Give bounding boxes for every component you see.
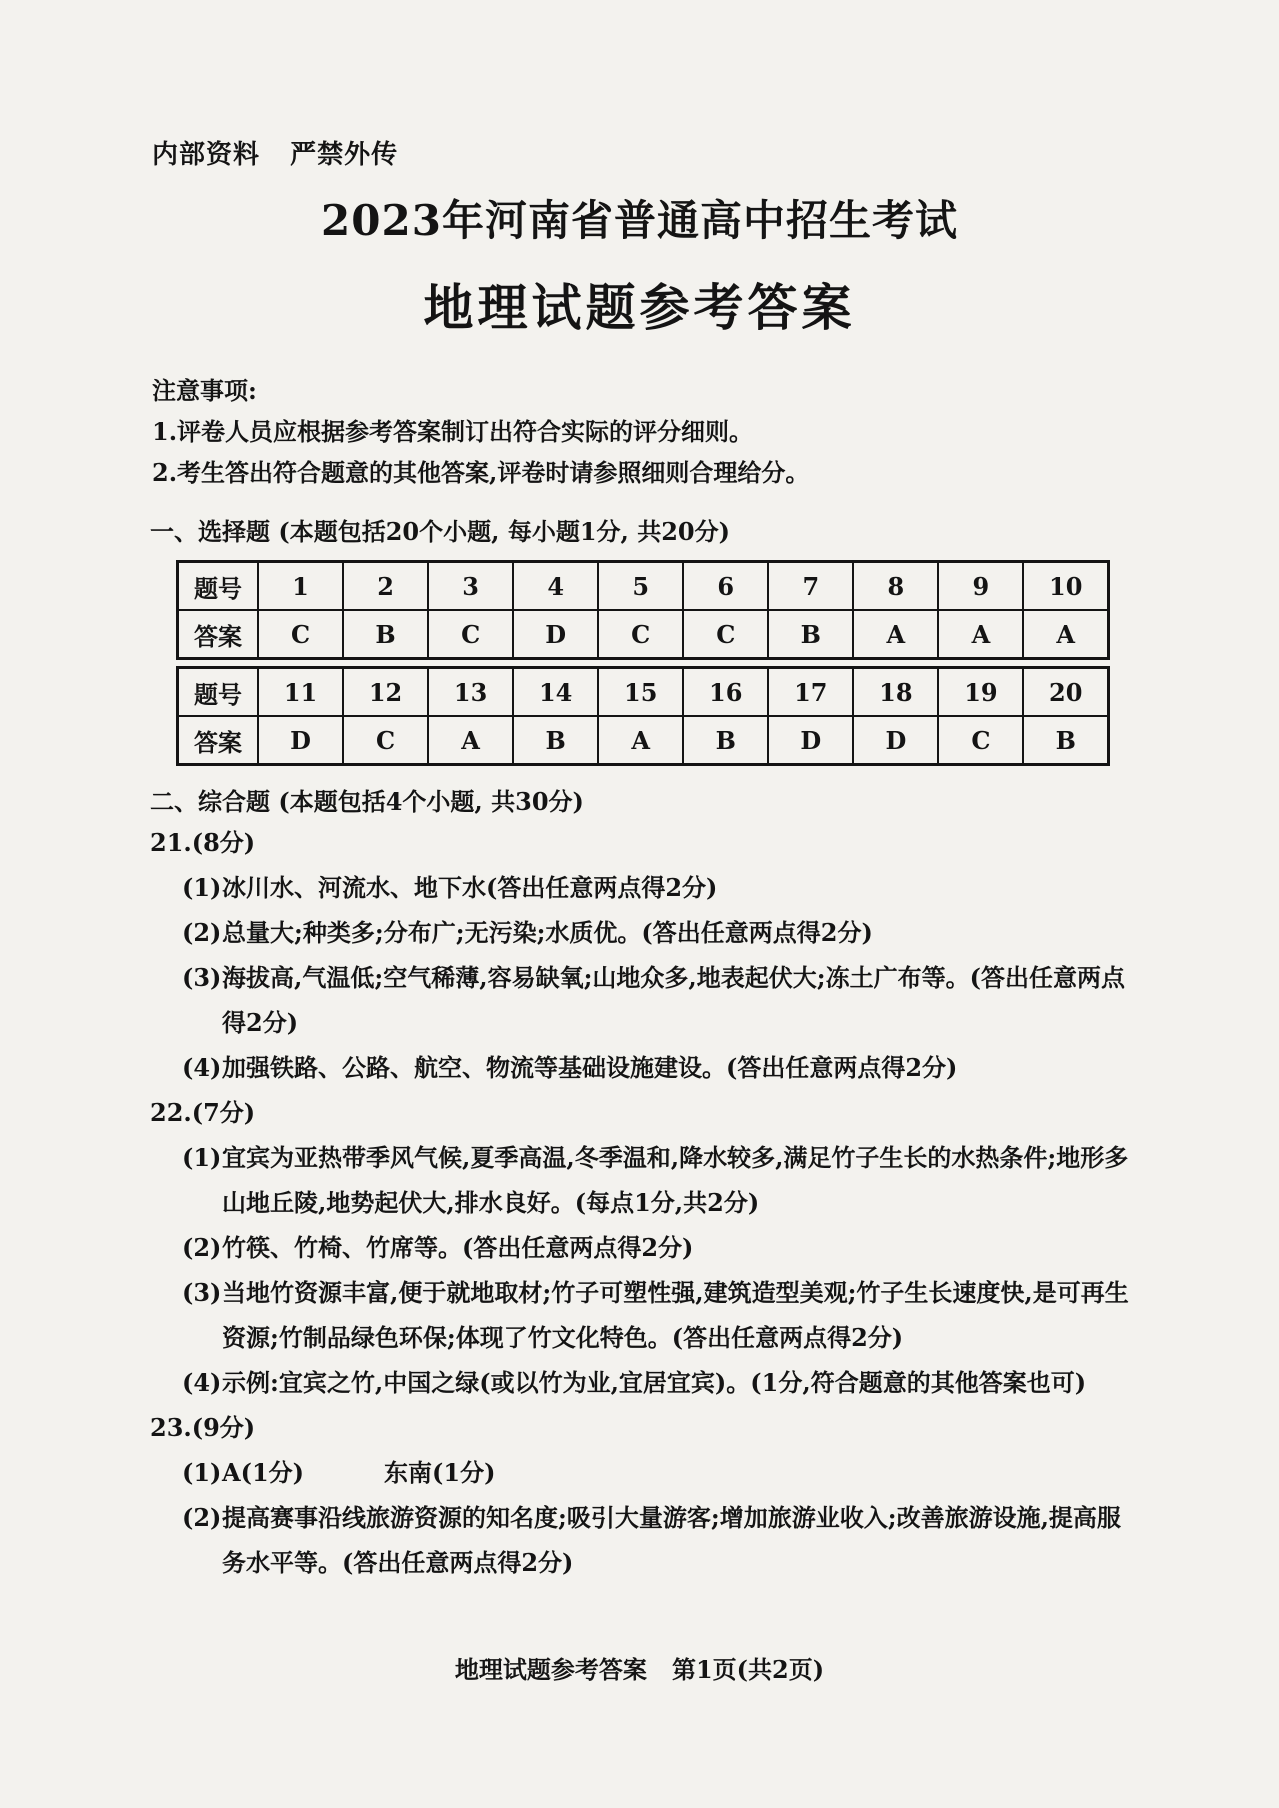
table-cell: C: [343, 716, 428, 765]
notes-block: [152, 370, 809, 493]
answer-number: (2): [182, 1233, 222, 1262]
table-cell: D: [513, 610, 598, 659]
answer-item: [150, 1450, 1140, 1495]
answer-text: 提高赛事沿线旅游资源的知名度;吸引大量游客;增加旅游业收入;改善旅游设施,提高服务水平等。(答出任意两点得2分): [222, 1503, 1121, 1577]
table-cell: B: [343, 610, 428, 659]
answer-number: (2): [182, 918, 222, 947]
table-cell: 9: [938, 562, 1023, 611]
row-label: 题号: [178, 668, 259, 717]
answer-text: 加强铁路、公路、航空、物流等基础设施建设。(答出任意两点得2分): [222, 1053, 958, 1082]
table-cell: C: [598, 610, 683, 659]
table-cell: 7: [768, 562, 853, 611]
page-footer: 地理试题参考答案 第1页(共2页): [454, 1655, 825, 1684]
answer-item: [150, 1495, 1140, 1585]
answer-text: A(1分): [222, 1458, 305, 1487]
table-cell: 13: [428, 668, 513, 717]
answer-number: (3): [182, 963, 222, 992]
table-cell: 6: [683, 562, 768, 611]
table-row-numbers: [178, 562, 1109, 611]
row-label: 题号: [178, 562, 259, 611]
answer-number: (4): [182, 1053, 222, 1082]
table-cell: B: [768, 610, 853, 659]
table-cell: B: [513, 716, 598, 765]
answer-text: 当地竹资源丰富,便于就地取材;竹子可塑性强,建筑造型美观;竹子生长速度快,是可再生资源;竹制品绿色环保;体现了竹文化特色。(答出任意两点得2分): [222, 1278, 1129, 1352]
table-cell: A: [598, 716, 683, 765]
table-cell: 20: [1023, 668, 1108, 717]
answer-table-1: [176, 560, 1110, 660]
answer-item: [150, 865, 1140, 910]
table-cell: C: [938, 716, 1023, 765]
section1-heading: 一、选择题 (本题包括20个小题, 每小题1分, 共20分): [150, 517, 730, 546]
table-cell: 3: [428, 562, 513, 611]
table-cell: 11: [258, 668, 343, 717]
answer-number: (4): [182, 1368, 222, 1397]
row-label: 答案: [178, 610, 259, 659]
answer-text: 海拔高,气温低;空气稀薄,容易缺氧;山地众多,地表起伏大;冻土广布等。(答出任意两点得2分): [222, 963, 1125, 1037]
table-cell: A: [853, 610, 938, 659]
table-cell: 18: [853, 668, 938, 717]
table-cell: D: [258, 716, 343, 765]
table-cell: C: [428, 610, 513, 659]
question-23-heading: 23.(9分): [150, 1413, 256, 1442]
table-cell: 16: [683, 668, 768, 717]
row-label: 答案: [178, 716, 259, 765]
table-cell: 4: [513, 562, 598, 611]
answer-text: 示例:宜宾之竹,中国之绿(或以竹为业,宜居宜宾)。(1分,符合题意的其他答案也可): [222, 1368, 1087, 1397]
answer-table-2: [176, 666, 1110, 766]
answer-item: [150, 910, 1140, 955]
exam-title: 2023年河南省普通高中招生考试: [321, 196, 958, 245]
table-cell: 2: [343, 562, 428, 611]
answer-text: 竹筷、竹椅、竹席等。(答出任意两点得2分): [222, 1233, 694, 1262]
table-row-numbers: [178, 668, 1109, 717]
table-cell: D: [853, 716, 938, 765]
answer-item: [150, 1135, 1140, 1225]
answer-number: (1): [182, 1458, 222, 1487]
confidential-mark: 内部资料 严禁外传: [152, 140, 399, 170]
question-22-heading: 22.(7分): [150, 1098, 256, 1127]
document-title: 地理试题参考答案: [423, 278, 856, 337]
table-cell: C: [683, 610, 768, 659]
answer-number: (2): [182, 1503, 222, 1532]
answer-item: [150, 1225, 1140, 1270]
table-cell: 15: [598, 668, 683, 717]
answer-text: 总量大;种类多;分布广;无污染;水质优。(答出任意两点得2分): [222, 918, 873, 947]
table-cell: B: [683, 716, 768, 765]
answer-item: [150, 955, 1140, 1045]
table-cell: 17: [768, 668, 853, 717]
notes-heading: 注意事项:: [152, 376, 257, 405]
table-cell: 14: [513, 668, 598, 717]
note-item: 1.评卷人员应根据参考答案制订出符合实际的评分细则。: [152, 417, 754, 446]
comprehensive-answers: [150, 820, 1140, 1585]
answer-text: 宜宾为亚热带季风气候,夏季高温,冬季温和,降水较多,满足竹子生长的水热条件;地形多山地丘陵,地势起伏大,排水良好。(每点1分,共2分): [222, 1143, 1129, 1217]
note-item: 2.考生答出符合题意的其他答案,评卷时请参照细则合理给分。: [152, 458, 810, 487]
answer-item: [150, 1360, 1140, 1405]
answer-number: (3): [182, 1278, 222, 1307]
question-21-heading: 21.(8分): [150, 828, 256, 857]
answer-item: [150, 1270, 1140, 1360]
table-cell: A: [938, 610, 1023, 659]
table-cell: 12: [343, 668, 428, 717]
table-cell: A: [1023, 610, 1108, 659]
answer-item: [150, 1045, 1140, 1090]
table-cell: 10: [1023, 562, 1108, 611]
table-cell: D: [768, 716, 853, 765]
table-cell: 8: [853, 562, 938, 611]
table-cell: 1: [258, 562, 343, 611]
table-cell: 19: [938, 668, 1023, 717]
table-cell: B: [1023, 716, 1108, 765]
answer-number: (1): [182, 873, 222, 902]
table-row-answers: [178, 716, 1109, 765]
table-cell: 5: [598, 562, 683, 611]
answer-text: 东南(1分): [384, 1458, 496, 1487]
answer-text: 冰川水、河流水、地下水(答出任意两点得2分): [222, 873, 718, 902]
table-cell: A: [428, 716, 513, 765]
table-cell: C: [258, 610, 343, 659]
table-row-answers: [178, 610, 1109, 659]
answer-number: (1): [182, 1143, 222, 1172]
section2-heading: 二、综合题 (本题包括4个小题, 共30分): [150, 787, 584, 816]
